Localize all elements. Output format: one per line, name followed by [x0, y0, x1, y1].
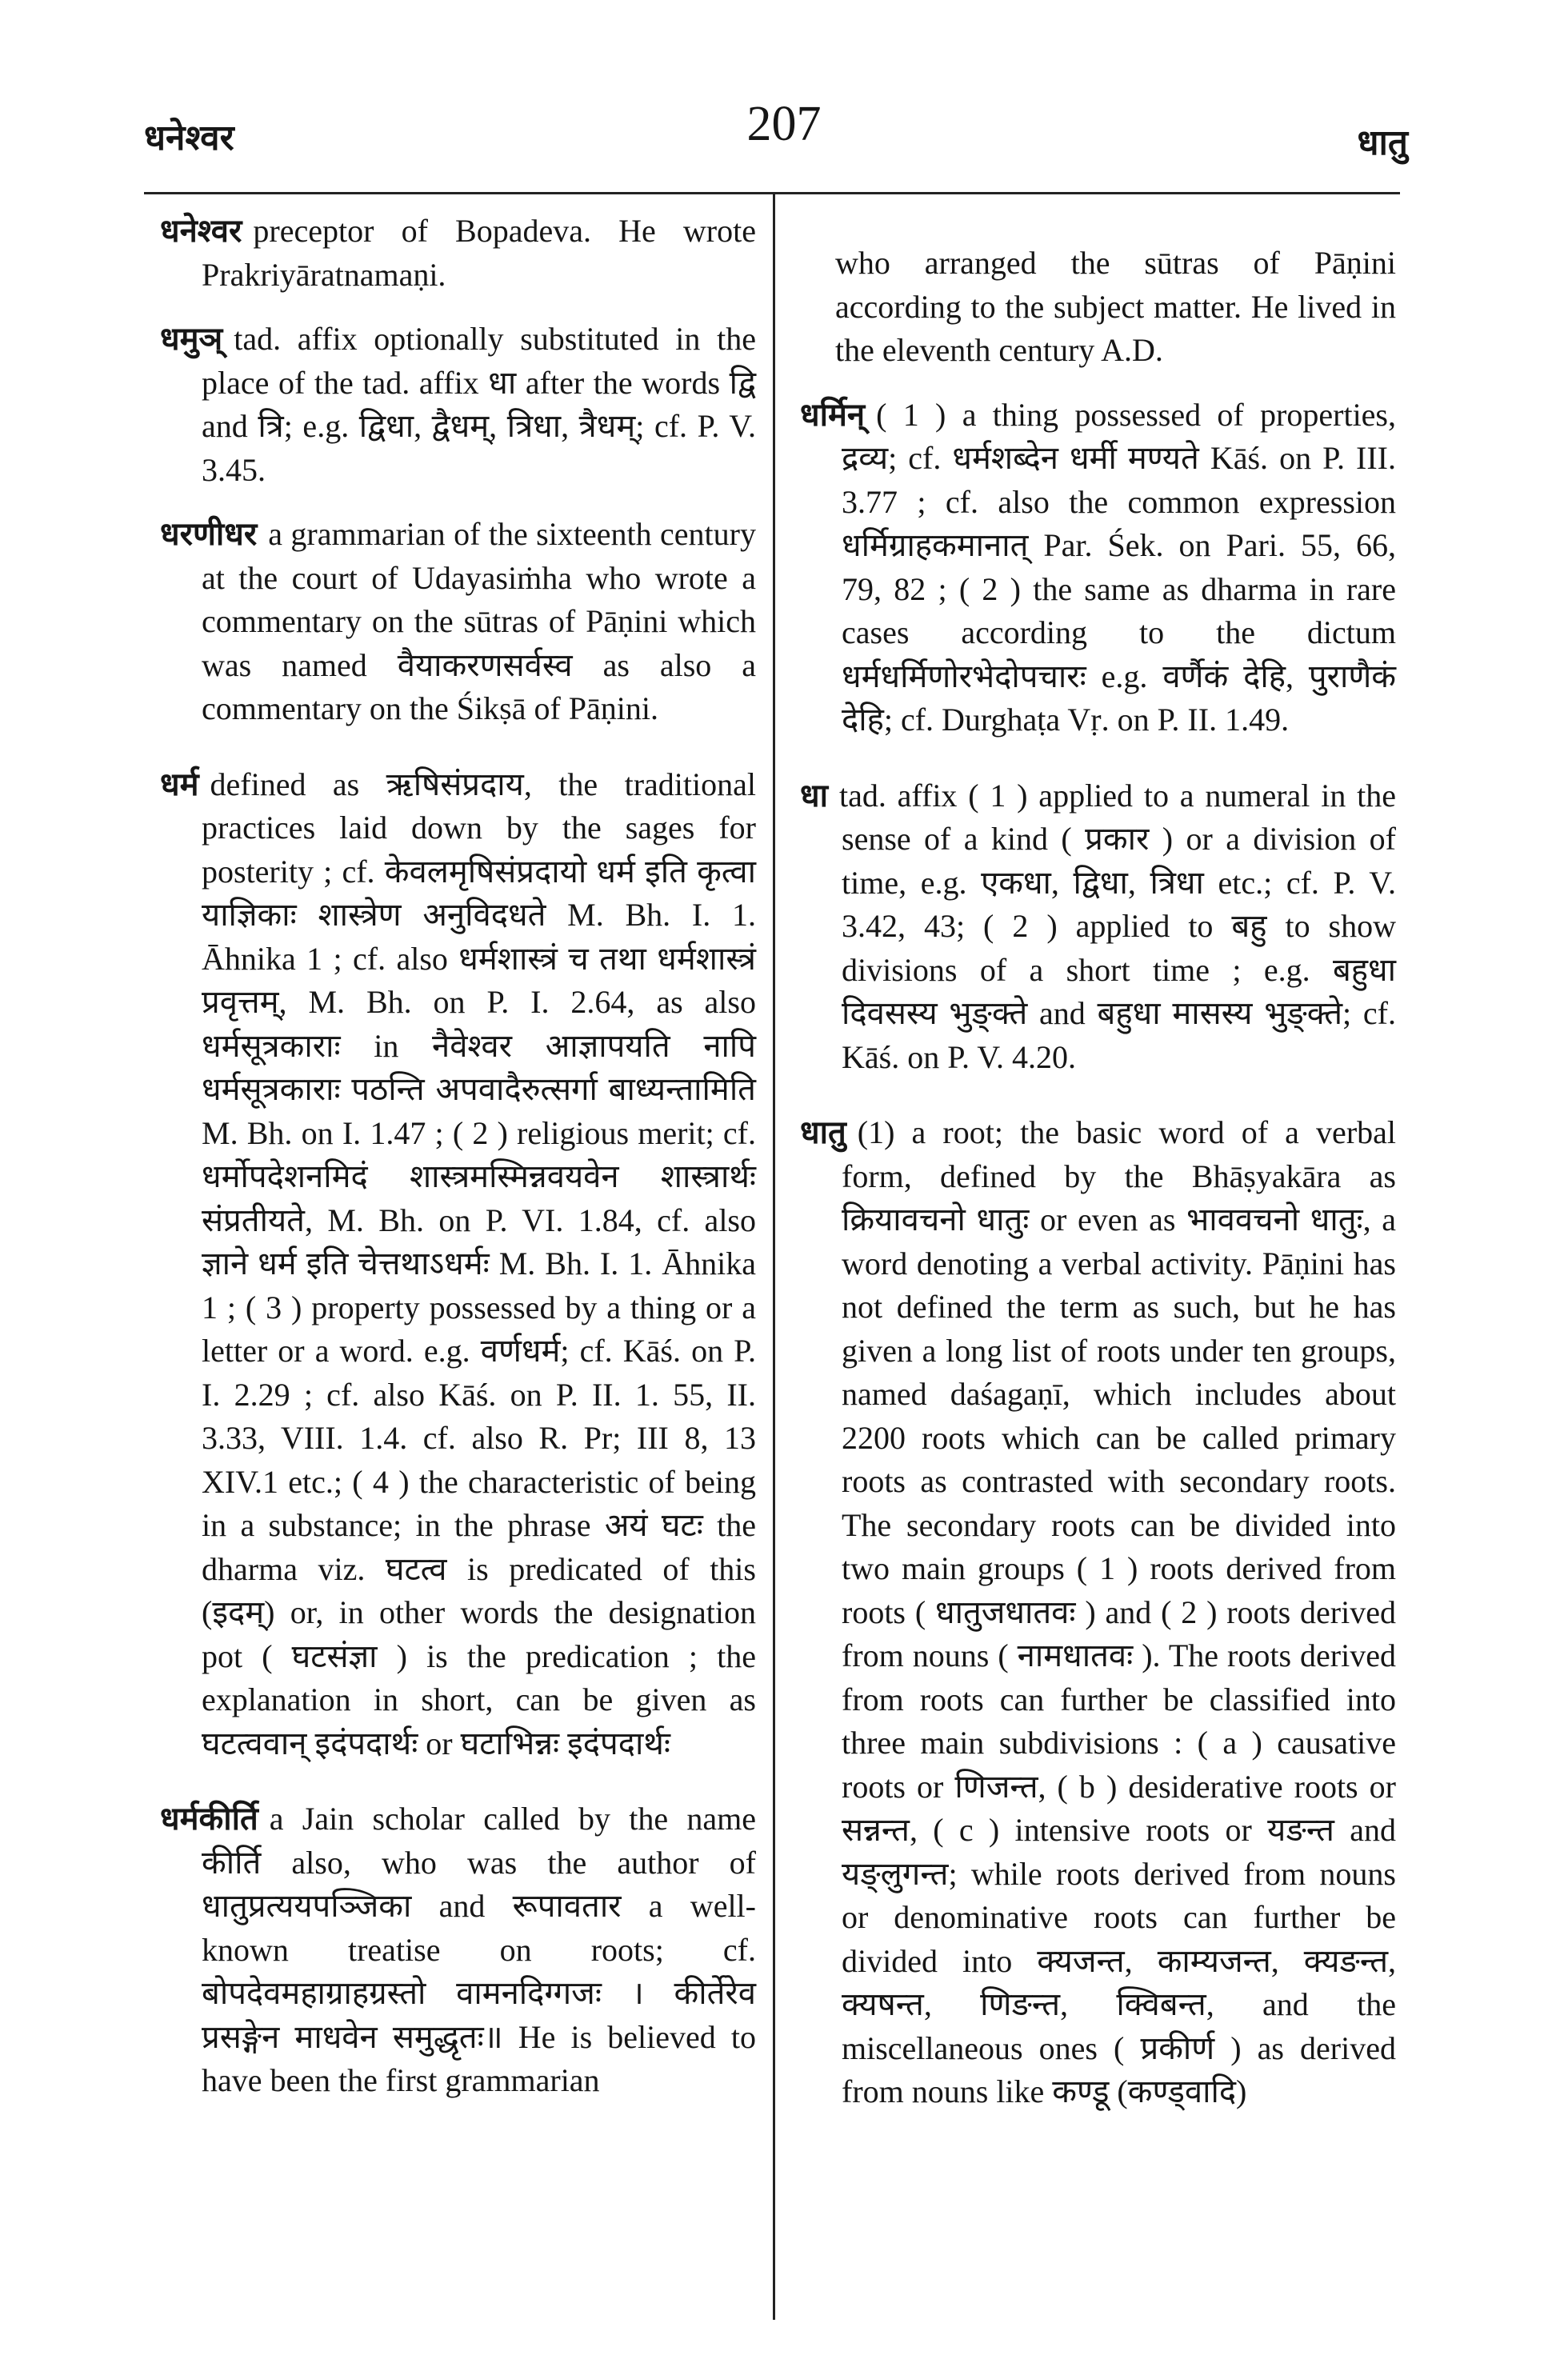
- headword: धातु: [800, 1114, 846, 1150]
- entry-text: ( 1 ) a thing possessed of properties, द्रव्य; cf. धर्मशब्देन धर्मी मण्यते Kāś. on P. III. 3.77 ; cf. also the common expression धर्मिग्राहकमानात् Par. Śek. on Pari. 55, 66, 79, 82 ; ( 2 ) the same as dharma in rare cases according to the dictum धर्मधर्मिणोरभेदोपचारः e.g. वर्णैकं देहि, पुराणैकं देहि; cf. Durghaṭa Vṛ. on P. II. 1.49.: [842, 396, 1396, 738]
- entry-dharmakirti: [160, 1797, 756, 2103]
- entry-text: (1) a root; the basic word of a verbal form, defined by the Bhāṣyakāra as क्रियावचनो धातुः or even as भाववचनो धातुः, a word denoting a verbal activity. Pāṇini has not defined the term as such, but he has given a long list of roots under ten groups, named daśagaṇī, which includes about 2200 roots which can be called primary roots as contrasted with secondary roots. The secondary roots can be divided into two main groups ( 1 ) roots derived from roots ( धातुजधातवः ) and ( 2 ) roots derived from nouns ( नामधातवः ). The roots derived from roots can further be classified into three main subdivisions : ( a ) causative roots or णिजन्त, ( b ) desiderative roots or सन्नन्त, ( c ) intensive roots or यङन्त and यङ्लुगन्त; while roots derived from nouns or denominative roots can further be divided into क्यजन्त, काम्यजन्त, क्यङन्त, क्यषन्त, णिङन्त, क्विबन्त, and the miscellaneous ones ( प्रकीर्ण ) as derived from nouns like कण्डू (कण्ड्वादि): [842, 1114, 1396, 2109]
- entry-dha: [800, 774, 1396, 1080]
- headword: धमुञ्: [160, 321, 223, 357]
- column-rule: [773, 192, 775, 2320]
- running-head-right: धातु: [1357, 123, 1408, 162]
- entry-dharma: [160, 763, 756, 1766]
- entry-dhamuny: [160, 318, 756, 492]
- right-column: [800, 210, 1396, 2135]
- running-head-left: धनेश्वर: [144, 118, 234, 158]
- entry-text: tad. affix optionally substituted in the place of the tad. affix धा after the words द्वि and त्रि; e.g. द्विधा, द्वैधम्, त्रिधा, त्रैधम्; cf. P. V. 3.45.: [202, 321, 756, 488]
- entry-continuation: who arranged the sūtras of Pāṇini according to the subject matter. He lived in the eleventh century A.D.: [835, 245, 1396, 368]
- entry-dharanidhara: [160, 513, 756, 731]
- entry-text: defined as ऋषिसंप्रदाय, the traditional practices laid down by the sages for posterity ; cf. केवलमृषिसंप्रदायो धर्म इति कृत्वा याज्ञिकाः शास्त्रेण अनुविदधते M. Bh. I. 1. Āhnika 1 ; cf. also धर्मशास्त्रं च तथा धर्मशास्त्रं प्रवृत्तम्, M. Bh. on P. I. 2.64, as also धर्मसूत्रकाराः in नैवेश्वर आज्ञापयति नापि धर्मसूत्रकाराः पठन्ति अपवादैरुत्सर्गा बाध्यन्तामिति M. Bh. on I. 1.47 ; ( 2 ) religious merit; cf. धर्मोपदेशनमिदं शास्त्रमस्मिन्नवयवेन शास्त्रार्थः संप्रतीयते, M. Bh. on P. VI. 1.84, cf. also ज्ञाने धर्म इति चेत्तथाऽधर्मः M. Bh. I. 1. Āhnika 1 ; ( 3 ) property possessed by a thing or a letter or a word. e.g. वर्णधर्म; cf. Kāś. on P. I. 2.29 ; cf. also Kāś. on P. II. 1. 55, II. 3.33, VIII. 1.4. cf. also R. Pr; III 8, 13 XIV.1 etc.; ( 4 ) the characteristic of being in a substance; in the phrase अयं घटः the dharma viz. घटत्व is predicated of this (इदम्) or, in other words the designation pot ( घटसंज्ञा ) is the predication ; the explanation in short, can be given as घटत्ववान् इदंपदार्थः or घटाभिन्नः इदंपदार्थः: [202, 766, 756, 1761]
- entry-dhaneshvara: [160, 210, 756, 297]
- headword: धर्मकीर्ति: [160, 1801, 258, 1837]
- entry-text: a grammarian of the sixteenth century at the court of Udayasiṁha who wrote a commentary on the sūtras of Pāṇini which was named वैयाकरणसर्वस्व as also a commentary on the Śikṣā of Pāṇini.: [202, 516, 756, 726]
- page-number: 207: [746, 97, 822, 151]
- running-head: [144, 96, 1424, 160]
- entry-text: preceptor of Bopadeva. He wrote Prakriyāratnamaṇi.: [202, 213, 756, 293]
- entry-text: tad. affix ( 1 ) applied to a numeral in the sense of a kind ( प्रकार ) or a division of time, e.g. एकधा, द्विधा, त्रिधा etc.; cf. P. V. 3.42, 43; ( 2 ) applied to बहु to show divisions of a short time ; e.g. बहुधा दिवसस्य भुङ्क्ते and बहुधा मासस्य भुङ्क्ते; cf. Kāś. on P. V. 4.20.: [838, 777, 1396, 1075]
- headword: धरणीधर: [160, 516, 258, 552]
- entry-dhatu: [800, 1111, 1396, 2114]
- headword: धनेश्वर: [160, 213, 242, 249]
- entry-text: a Jain scholar called by the name कीर्ति also, who was the author of धातुप्रत्ययपञ्जिका and रूपावतार a well-known treatise on roots; cf. बोपदेवमहाग्राहग्रस्तो वामनदिग्गजः । कीर्तेरेव प्रसङ्गेन माधवेन समुद्धृतः॥ He is believed to have been the first grammarian: [202, 1801, 756, 2098]
- headword: धा: [800, 777, 828, 814]
- headword: धर्मिन्: [800, 396, 866, 433]
- header-rule: [144, 192, 1400, 194]
- entry-dharmin: [800, 394, 1396, 742]
- headword: धर्म: [160, 766, 199, 802]
- left-column: [160, 210, 756, 2124]
